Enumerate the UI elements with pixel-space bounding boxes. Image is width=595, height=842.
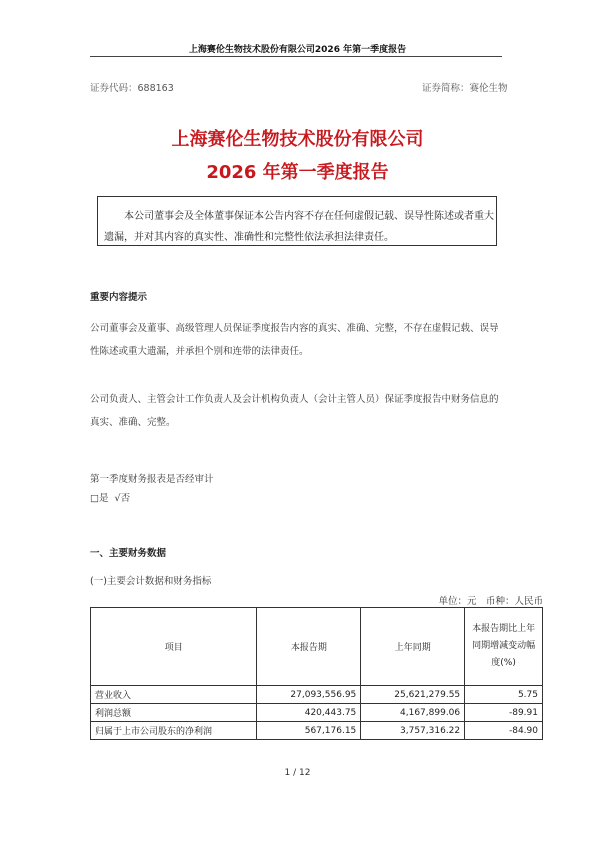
company-title: 上海赛伦生物技术股份有限公司 [171, 129, 424, 150]
row-change: 5.75 [465, 686, 543, 704]
audit-question: 第一季度财务报表是否经审计 [90, 474, 214, 485]
table-row [91, 686, 543, 704]
important-paragraph-1: 公司董事会及董事、高级管理人员保证季度报告内容的真实、准确、完整，不存在虚假记载、误导性陈述或重大遗漏，并承担个别和连带的法律责任。 [90, 323, 499, 357]
row-current: 420,443.75 [257, 704, 361, 722]
row-prior: 3,757,316.22 [361, 722, 465, 740]
row-label: 营业收入 [91, 686, 257, 704]
header-current: 本报告期 [257, 608, 361, 686]
financial-table [90, 607, 543, 740]
unit-note: 单位：元 币种：人民币 [438, 596, 543, 607]
row-prior: 25,621,279.55 [361, 686, 465, 704]
table-header-row [91, 608, 543, 686]
important-paragraph-2: 公司负责人、主管会计工作负责人及会计机构负责人（会计主管人员）保证季度报告中财务信息的真实、准确、完整。 [90, 394, 499, 428]
section-subheading: (一)主要会计数据和财务指标 [90, 576, 212, 587]
stock-code: 证券代码：688163 [90, 83, 174, 94]
row-change: -84.90 [465, 722, 543, 740]
header-prior: 上年同期 [361, 608, 465, 686]
section-heading: 一、主要财务数据 [90, 548, 167, 559]
header-change: 本报告期比上年同期增减变动幅度(%) [465, 608, 543, 686]
row-prior: 4,167,899.06 [361, 704, 465, 722]
row-label: 利润总额 [91, 704, 257, 722]
table-row [91, 704, 543, 722]
running-header: 上海赛伦生物技术股份有限公司2026 年第一季度报告 [188, 45, 407, 55]
table-row [91, 722, 543, 740]
page-number: 1 / 12 [284, 768, 311, 778]
header-divider [90, 56, 502, 57]
audit-answer: □是 √否 [90, 493, 131, 504]
stock-short-name: 证券简称：赛伦生物 [422, 83, 508, 94]
row-change: -89.91 [465, 704, 543, 722]
row-label: 归属于上市公司股东的净利润 [91, 722, 257, 740]
important-heading: 重要内容提示 [90, 292, 148, 303]
report-title: 2026 年第一季度报告 [206, 162, 389, 183]
header-item: 项目 [91, 608, 257, 686]
statement-text: 本公司董事会及全体董事保证本公告内容不存在任何虚假记载、误导性陈述或者重大遗漏，并对其内容的真实性、准确性和完整性依法承担法律责任。 [104, 211, 494, 243]
row-current: 567,176.15 [257, 722, 361, 740]
row-current: 27,093,556.95 [257, 686, 361, 704]
